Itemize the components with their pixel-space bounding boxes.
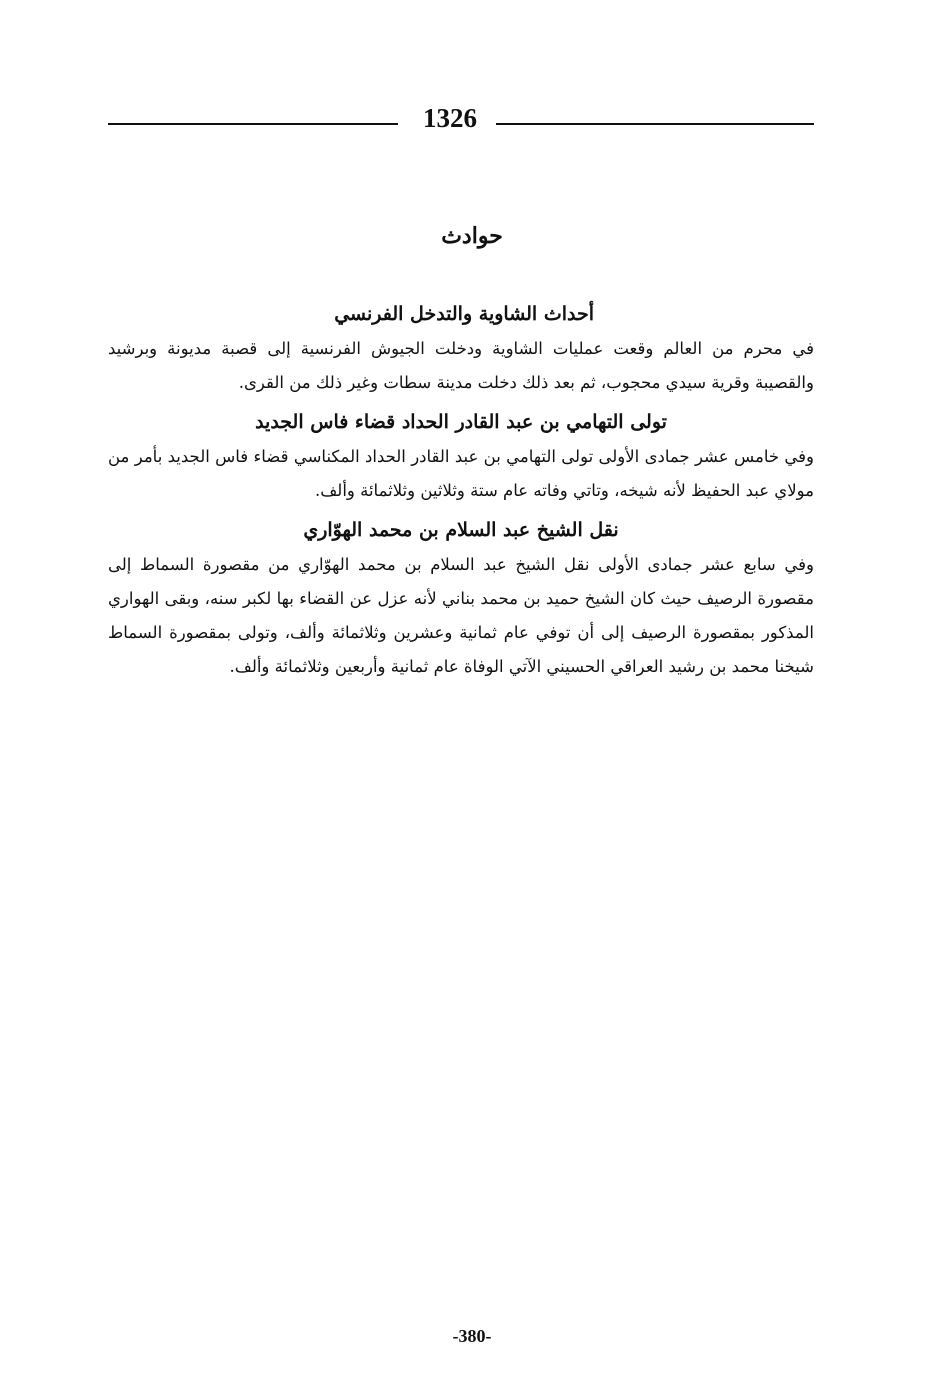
paragraph-chaouia-events: في محرم من العالم وقعت عمليات الشاوية ودخلت الجيوش الفرنسية إلى قصبة مديونة وبرشيد والقصيبة وقرية سيدي محجوب، ثم بعد ذلك دخلت مدينة سطات وغير ذلك من القرى. bbox=[108, 339, 814, 392]
header-rule-right bbox=[496, 123, 814, 125]
subheading-chaouia-events: أحداث الشاوية والتدخل الفرنسي bbox=[334, 303, 594, 325]
content-body bbox=[108, 296, 814, 688]
year-title: 1326 bbox=[423, 103, 477, 133]
subheading-hawwari-transfer: نقل الشيخ عبد السلام بن محمد الهوّاري bbox=[303, 519, 619, 541]
year-header bbox=[108, 98, 814, 142]
header-rule-left bbox=[108, 123, 398, 125]
section-title: حوادث bbox=[441, 223, 503, 249]
paragraph-tuhami-appointment: وفي خامس عشر جمادى الأولى تولى التهامي بن عبد القادر الحداد المكناسي قضاء فاس الجديد بأمر من مولاي عبد الحفيظ لأنه شيخه، وتاتي وفاته عام ستة وثلاثين وثلاثمائة وألف. bbox=[108, 447, 814, 500]
paragraph-hawwari-transfer: وفي سابع عشر جمادى الأولى نقل الشيخ عبد السلام بن محمد الهوّاري من مقصورة السماط إلى مقصورة الرصيف حيث كان الشيخ حميد بن محمد بناني لأنه عزل عن القضاء بها لكبر سنه، وبقى الهواري المذكور بمقصورة الرصيف إلى أن توفي عام ثمانية وعشرين وثلاثمائة وألف، وتولى بمقصورة السماط شيخنا محمد بن رشيد العراقي الحسيني الآتي الوفاة عام ثمانية وأربعين وثلاثمائة وألف. bbox=[108, 555, 814, 676]
page-number: -380- bbox=[452, 1326, 492, 1346]
subheading-tuhami-appointment: تولى التهامي بن عبد القادر الحداد قضاء فاس الجديد bbox=[255, 411, 667, 433]
